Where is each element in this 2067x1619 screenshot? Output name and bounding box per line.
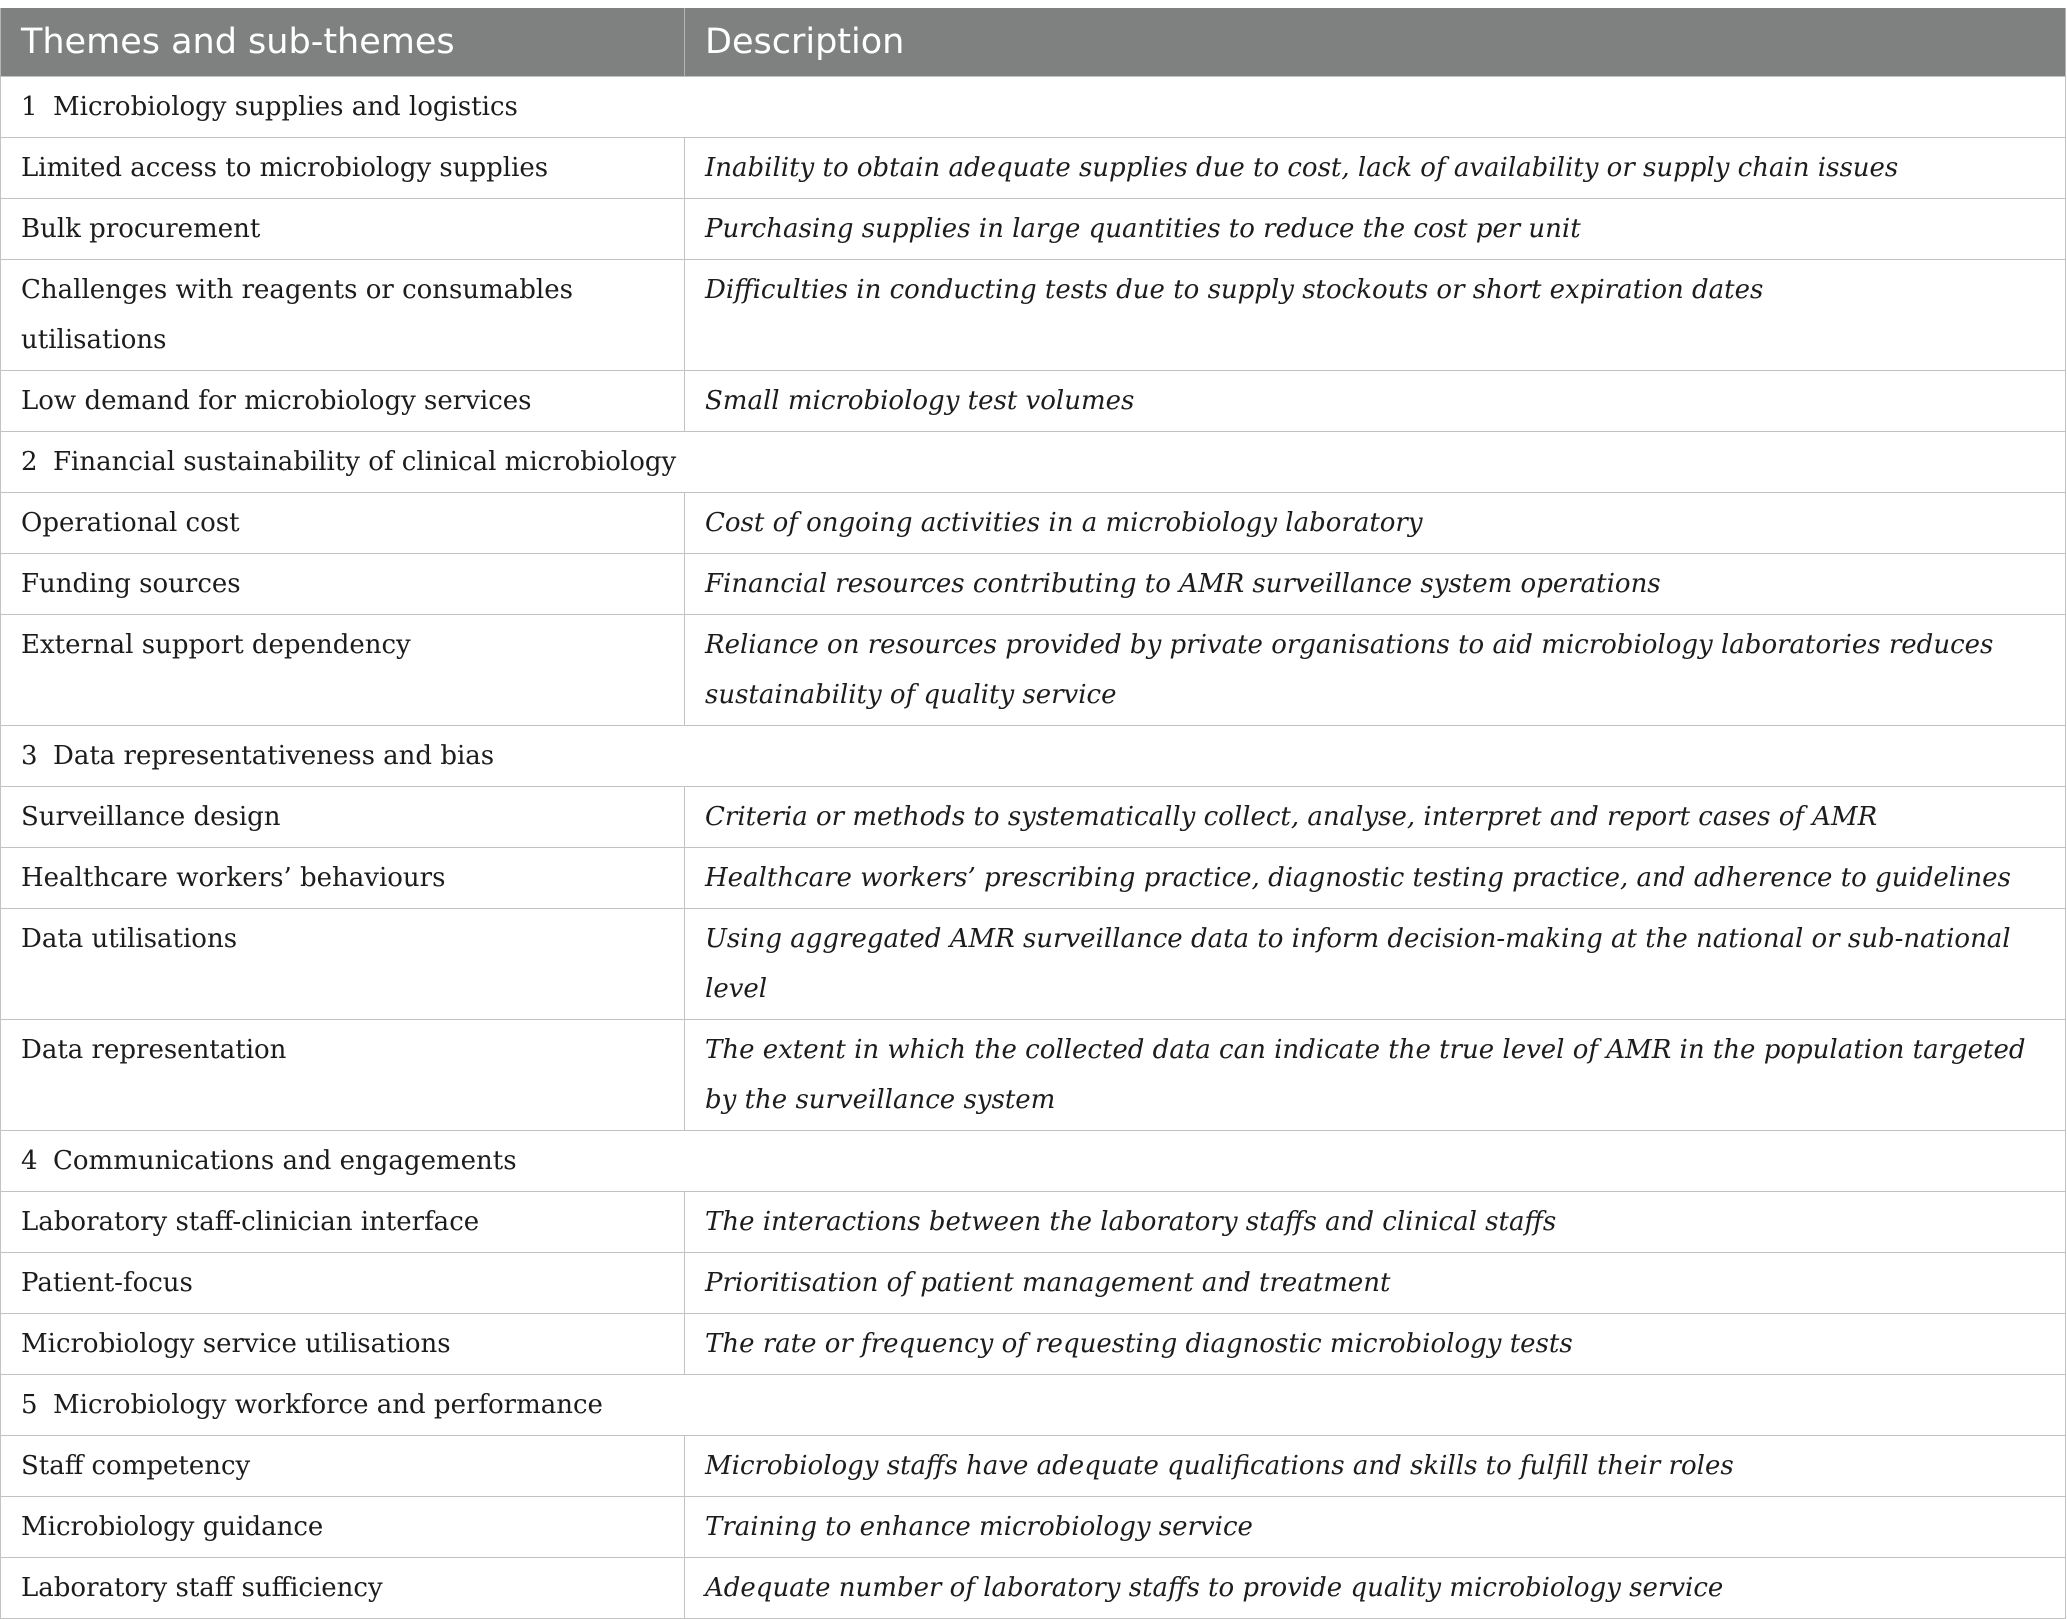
description-cell: Adequate number of laboratory staffs to provide quality microbiology service [685, 1558, 2066, 1619]
description-cell: Healthcare workers’ prescribing practice, diagnostic testing practice, and adherence to guidelines [685, 848, 2066, 909]
table-row [1, 615, 2066, 726]
table-body [1, 77, 2066, 1619]
sub-theme-cell: Low demand for microbiology services [1, 371, 685, 432]
sub-theme-cell: Data utilisations [1, 909, 685, 1020]
sub-theme-cell: Patient-focus [1, 1253, 685, 1314]
sub-theme-cell: Microbiology service utilisations [1, 1314, 685, 1375]
theme-heading [1, 1375, 2066, 1436]
sub-theme-cell: Laboratory staff-clinician interface [1, 1192, 685, 1253]
table-row [1, 1192, 2066, 1253]
theme-heading [1, 77, 2066, 138]
sub-theme-cell: Staff competency [1, 1436, 685, 1497]
theme-title: Financial sustainability of clinical microbiology [53, 447, 677, 477]
table-row [1, 1314, 2066, 1375]
theme-row [1, 77, 2066, 138]
description-cell: Financial resources contributing to AMR surveillance system operations [685, 554, 2066, 615]
table-row [1, 1020, 2066, 1131]
theme-number: 1 [21, 92, 38, 122]
table-row [1, 260, 2066, 371]
table-row [1, 554, 2066, 615]
themes-table-container [0, 8, 2067, 1619]
description-cell: Cost of ongoing activities in a microbiology laboratory [685, 493, 2066, 554]
description-cell: Purchasing supplies in large quantities to reduce the cost per unit [685, 199, 2066, 260]
description-cell: Inability to obtain adequate supplies due to cost, lack of availability or supply chain issues [685, 138, 2066, 199]
theme-number: 3 [21, 741, 38, 771]
theme-heading [1, 1131, 2066, 1192]
table-row [1, 1497, 2066, 1558]
table-row [1, 493, 2066, 554]
sub-theme-cell: Limited access to microbiology supplies [1, 138, 685, 199]
sub-theme-cell: Healthcare workers’ behaviours [1, 848, 685, 909]
sub-theme-cell: Microbiology guidance [1, 1497, 685, 1558]
themes-table [0, 8, 2066, 1619]
header-row [1, 8, 2066, 77]
sub-theme-cell: Data representation [1, 1020, 685, 1131]
description-cell: Using aggregated AMR surveillance data to inform decision-making at the national or sub-national level [685, 909, 2066, 1020]
sub-theme-cell: Funding sources [1, 554, 685, 615]
theme-number: 2 [21, 447, 38, 477]
table-row [1, 848, 2066, 909]
theme-title: Data representativeness and bias [53, 741, 495, 771]
sub-theme-cell: Operational cost [1, 493, 685, 554]
table-row [1, 1253, 2066, 1314]
sub-theme-cell: Challenges with reagents or consumables utilisations [1, 260, 685, 371]
theme-row [1, 1375, 2066, 1436]
table-row [1, 787, 2066, 848]
table-row [1, 138, 2066, 199]
description-cell: Criteria or methods to systematically collect, analyse, interpret and report cases of AMR [685, 787, 2066, 848]
table-row [1, 1436, 2066, 1497]
theme-row [1, 432, 2066, 493]
theme-title: Microbiology workforce and performance [53, 1390, 603, 1420]
description-cell: The rate or frequency of requesting diagnostic microbiology tests [685, 1314, 2066, 1375]
theme-title: Communications and engagements [53, 1146, 517, 1176]
description-cell: Microbiology staffs have adequate qualifications and skills to fulfill their roles [685, 1436, 2066, 1497]
description-cell: Training to enhance microbiology service [685, 1497, 2066, 1558]
table-row [1, 199, 2066, 260]
description-cell: Small microbiology test volumes [685, 371, 2066, 432]
description-cell: The interactions between the laboratory staffs and clinical staffs [685, 1192, 2066, 1253]
theme-heading [1, 726, 2066, 787]
sub-theme-cell: External support dependency [1, 615, 685, 726]
sub-theme-cell: Surveillance design [1, 787, 685, 848]
table-header [1, 8, 2066, 77]
theme-number: 4 [21, 1146, 38, 1176]
theme-number: 5 [21, 1390, 38, 1420]
sub-theme-cell: Bulk procurement [1, 199, 685, 260]
table-row [1, 1558, 2066, 1619]
description-cell: Reliance on resources provided by private organisations to aid microbiology laboratories reduces sustainability of quality service [685, 615, 2066, 726]
theme-row [1, 726, 2066, 787]
table-row [1, 371, 2066, 432]
theme-title: Microbiology supplies and logistics [53, 92, 518, 122]
column-header-themes: Themes and sub-themes [1, 8, 685, 77]
theme-row [1, 1131, 2066, 1192]
theme-heading [1, 432, 2066, 493]
description-cell: Prioritisation of patient management and treatment [685, 1253, 2066, 1314]
column-header-description: Description [685, 8, 2066, 77]
table-row [1, 909, 2066, 1020]
description-cell: The extent in which the collected data can indicate the true level of AMR in the population targeted by the surveillance system [685, 1020, 2066, 1131]
sub-theme-cell: Laboratory staff sufficiency [1, 1558, 685, 1619]
description-cell: Difficulties in conducting tests due to supply stockouts or short expiration dates [685, 260, 2066, 371]
